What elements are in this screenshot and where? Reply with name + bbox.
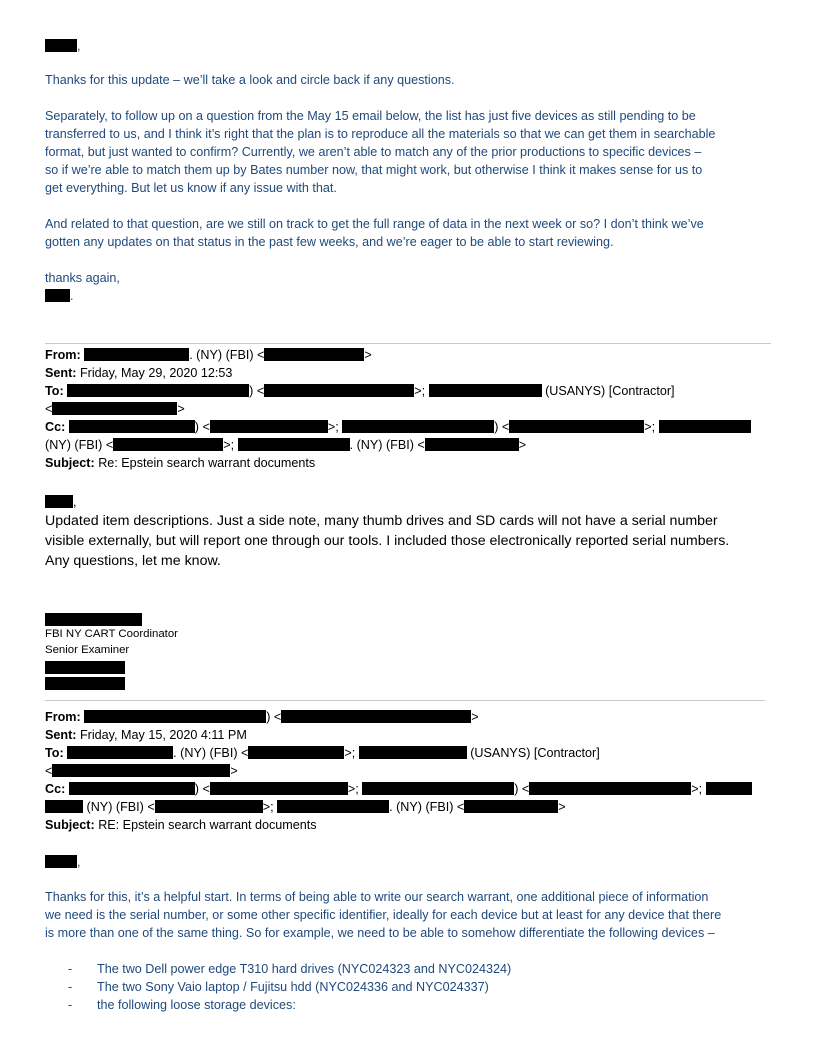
redaction-block: [45, 613, 142, 626]
subject-line: Subject: Re: Epstein search warrant documents: [45, 456, 316, 470]
list-item: the following loose storage devices:: [97, 998, 296, 1012]
redaction-block: [659, 420, 751, 433]
redaction-block: [238, 438, 350, 451]
signature-title: FBI NY CART Coordinator: [45, 628, 178, 640]
subject-line: Subject: RE: Epstein search warrant documents: [45, 818, 317, 832]
redaction-block: [52, 764, 230, 777]
separator: [45, 343, 771, 344]
redaction-block: [45, 661, 125, 674]
body-line: Separately, to follow up on a question from the May 15 email below, the list has just five devices as still pending to be: [45, 109, 696, 123]
redaction-block: [429, 384, 542, 397]
redaction-block: [210, 782, 348, 795]
redaction-block: [464, 800, 558, 813]
redaction-block: [425, 438, 519, 451]
from-line: From: ) < >: [45, 710, 479, 724]
redaction-block: [45, 677, 125, 690]
body-line: format, but just wanted to confirm? Currently, we aren’t able to match any of the prior productions to specific devices –: [45, 145, 702, 159]
redaction-block: [342, 420, 494, 433]
redaction-block: [155, 800, 263, 813]
body-line: is more than one of the same thing. So for example, we need to be able to somehow differentiate the following devices –: [45, 926, 715, 940]
redaction-block: [706, 782, 752, 795]
redaction-block: [264, 384, 414, 397]
sent-line: Sent: Friday, May 29, 2020 12:53: [45, 366, 233, 380]
body-line: Thanks for this, it’s a helpful start. In terms of being able to write our search warrant, one additional piece of information: [45, 890, 709, 904]
redaction-block: [67, 746, 173, 759]
cc-line-continued: (NY) (FBI) < >; . (NY) (FBI) < >: [45, 798, 566, 816]
redaction-block: [45, 495, 73, 508]
signature: .: [45, 287, 74, 305]
redaction-block: [509, 420, 644, 433]
closing: thanks again,: [45, 271, 120, 285]
sent-line: Sent: Friday, May 15, 2020 4:11 PM: [45, 728, 247, 742]
signature-title: Senior Examiner: [45, 644, 130, 656]
to-line: To: . (NY) (FBI) < >; (USANYS) [Contractor]: [45, 746, 600, 760]
list-item: The two Sony Vaio laptop / Fujitsu hdd (NYC024336 and NYC024337): [97, 980, 489, 994]
redaction-block: [210, 420, 328, 433]
body-line: Any questions, let me know.: [45, 553, 221, 569]
redaction-block: [84, 710, 266, 723]
from-line: From: . (NY) (FBI) < >: [45, 348, 372, 362]
redaction-block: [281, 710, 471, 723]
separator: [45, 700, 765, 701]
body-line: visible externally, but will report one through our tools. I included those electronically reported serial numbers.: [45, 533, 730, 549]
redaction-block: [67, 384, 249, 397]
cc-line: Cc: ) < >; ) < >;: [45, 780, 752, 798]
redaction-block: [69, 782, 195, 795]
redaction-block: [264, 348, 364, 361]
redaction-block: [45, 39, 77, 52]
redaction-block: [248, 746, 344, 759]
list-item: The two Dell power edge T310 hard drives (NYC024323 and NYC024324): [97, 962, 512, 976]
to-line-continued: < >: [45, 764, 238, 778]
redaction-block: [45, 800, 83, 813]
redaction-block: [359, 746, 467, 759]
body-paragraph: Thanks for this update – we’ll take a look and circle back if any questions.: [45, 73, 455, 87]
body-line: Updated item descriptions. Just a side note, many thumb drives and SD cards will not have a serial number: [45, 513, 718, 529]
greeting-line: ,: [45, 493, 77, 511]
bullet-marker: -: [68, 998, 73, 1012]
body-line: transferred to us, and I think it’s right that the plan is to reproduce all the materials so that we can get them in searchable: [45, 127, 716, 141]
redaction-block: [45, 289, 70, 302]
cc-line: Cc: ) < >; ) < >;: [45, 418, 751, 436]
body-line: so if we’re able to match them up by Bates number now, that might work, but otherwise I think it makes sense for us to: [45, 163, 703, 177]
body-line: And related to that question, are we still on track to get the full range of data in the next week or so? I don’t think we’ve: [45, 217, 704, 231]
redaction-block: [84, 348, 189, 361]
cc-line-continued: (NY) (FBI) < >; . (NY) (FBI) < >: [45, 438, 527, 452]
body-line: we need is the serial number, or some other specific identifier, ideally for each device but at least for any device that there: [45, 908, 722, 922]
bullet-marker: -: [68, 980, 73, 994]
greeting-line: ,: [45, 37, 81, 55]
redaction-block: [45, 855, 77, 868]
greeting-line: ,: [45, 853, 81, 871]
to-line-continued: < >: [45, 402, 185, 416]
redaction-block: [362, 782, 514, 795]
redaction-block: [529, 782, 691, 795]
redaction-block: [52, 402, 177, 415]
to-line: To: ) < >; (USANYS) [Contractor]: [45, 384, 675, 398]
redaction-block: [113, 438, 223, 451]
body-line: gotten any updates on that status in the past few weeks, and we’re eager to be able to start reviewing.: [45, 235, 614, 249]
redaction-block: [277, 800, 389, 813]
body-line: get everything. But let us know if any issue with that.: [45, 181, 337, 195]
redaction-block: [69, 420, 195, 433]
bullet-marker: -: [68, 962, 73, 976]
